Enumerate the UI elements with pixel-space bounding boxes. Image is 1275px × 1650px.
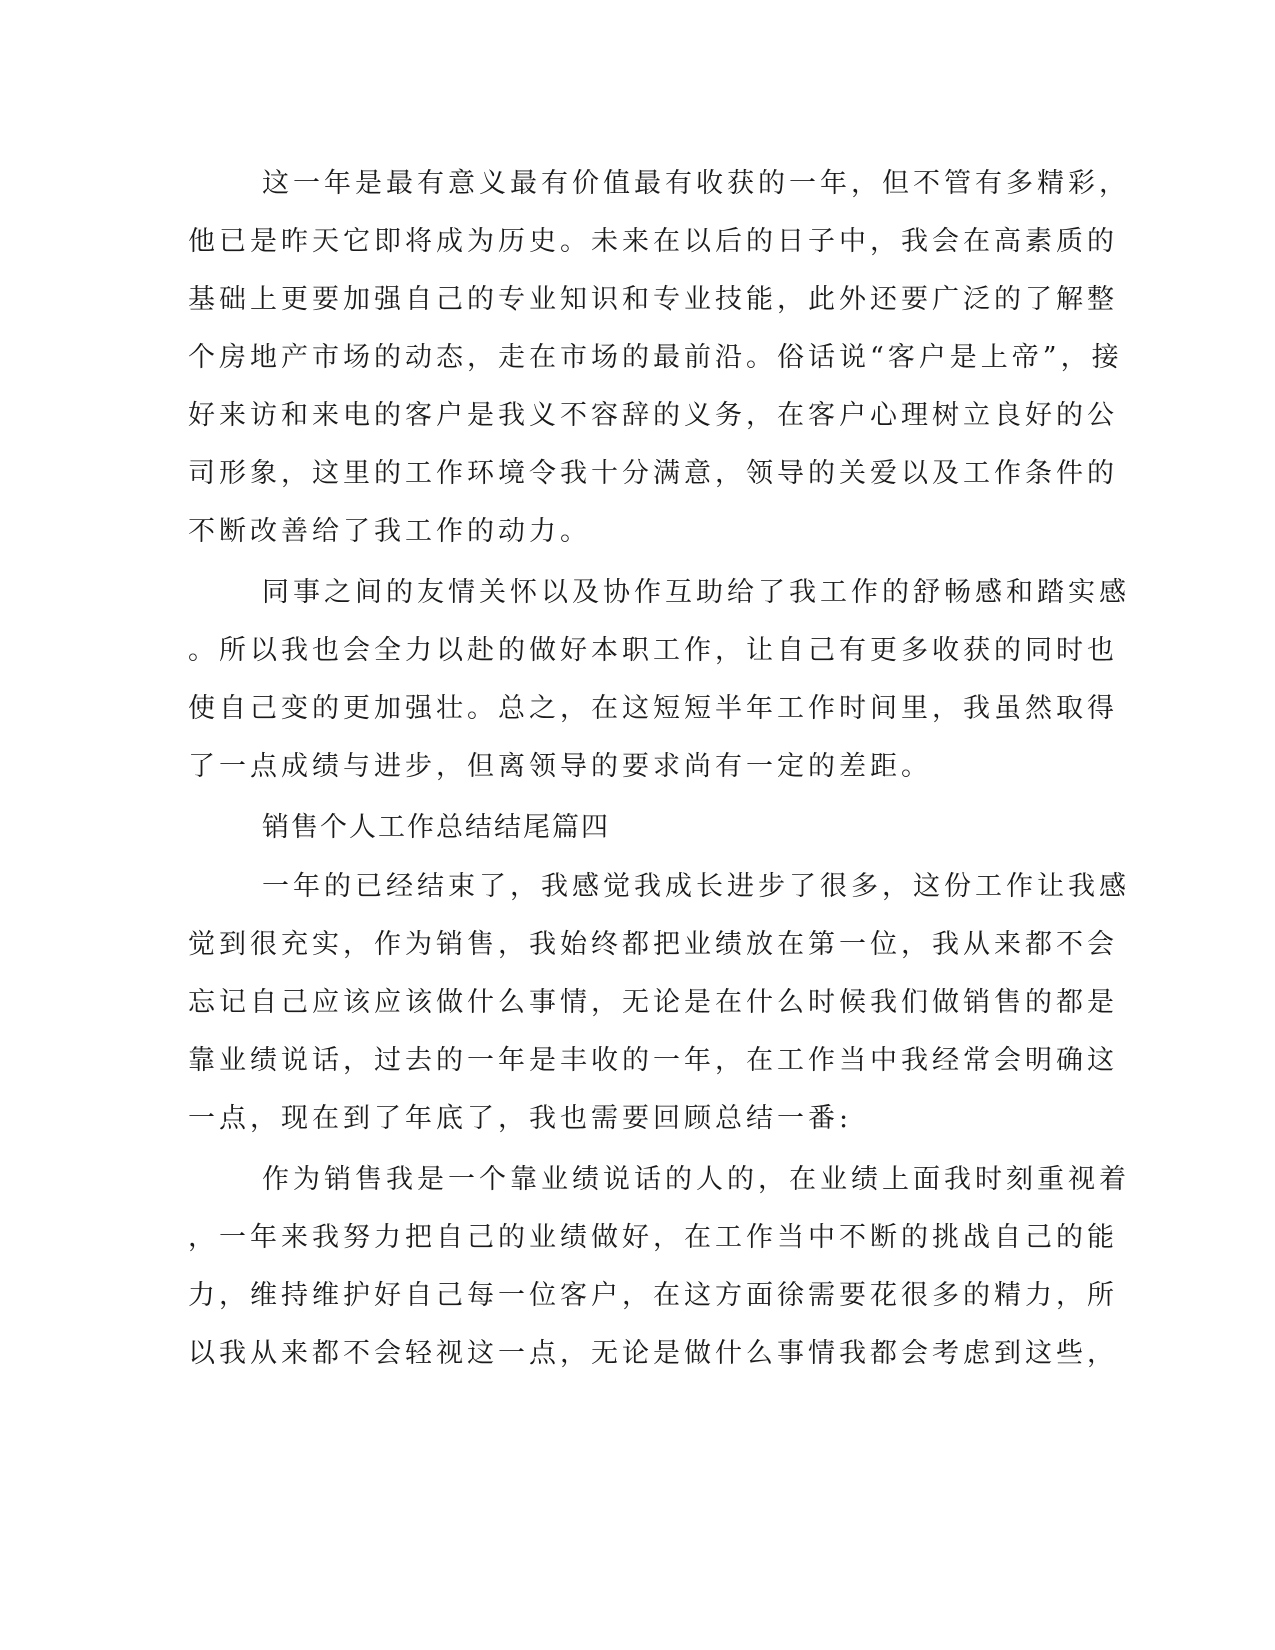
paragraph-line: 一年的已经结束了，我感觉我成长进步了很多，这份工作让我感 [262, 871, 1130, 902]
paragraph-line: 个房地产市场的动态，走在市场的最前沿。俗话说“客户是上帝”，接 [188, 342, 1123, 373]
paragraph-line: 一点，现在到了年底了，我也需要回顾总结一番: [188, 1103, 853, 1134]
paragraph-line: 靠业绩说话，过去的一年是丰收的一年，在工作当中我经常会明确这 [188, 1045, 1118, 1076]
paragraph-line: 。所以我也会全力以赴的做好本职工作，让自己有更多收获的同时也 [188, 635, 1118, 666]
paragraph-line: 好来访和来电的客户是我义不容辞的义务，在客户心理树立良好的公 [188, 400, 1118, 431]
paragraph-line: 了一点成绩与进步，但离领导的要求尚有一定的差距。 [188, 751, 932, 782]
paragraph-line: 使自己变的更加强壮。总之，在这短短半年工作时间里，我虽然取得 [188, 693, 1118, 724]
paragraph-line: ，一年来我努力把自己的业绩做好，在工作当中不断的挑战自己的能 [188, 1222, 1118, 1253]
section-heading: 销售个人工作总结结尾篇四 [262, 812, 610, 843]
paragraph-line: 基础上更要加强自己的专业知识和专业技能，此外还要广泛的了解整 [188, 284, 1118, 315]
paragraph-line: 司形象，这里的工作环境令我十分满意，领导的关爱以及工作条件的 [188, 458, 1118, 489]
paragraph-line: 忘记自己应该应该做什么事情，无论是在什么时候我们做销售的都是 [188, 987, 1118, 1018]
paragraph-line: 觉到很充实，作为销售，我始终都把业绩放在第一位，我从来都不会 [188, 929, 1118, 960]
paragraph-line: 这一年是最有意义最有价值最有收获的一年，但不管有多精彩， [262, 168, 1130, 199]
paragraph-line: 以我从来都不会轻视这一点，无论是做什么事情我都会考虑到这些， [188, 1338, 1118, 1369]
paragraph-line: 不断改善给了我工作的动力。 [188, 516, 591, 547]
paragraph-line: 作为销售我是一个靠业绩说话的人的，在业绩上面我时刻重视着 [262, 1164, 1130, 1195]
paragraph-line: 力，维持维护好自己每一位客户，在这方面徐需要花很多的精力，所 [188, 1280, 1118, 1311]
paragraph-line: 他已是昨天它即将成为历史。未来在以后的日子中，我会在高素质的 [188, 226, 1118, 257]
paragraph-line: 同事之间的友情关怀以及协作互助给了我工作的舒畅感和踏实感 [262, 577, 1130, 608]
